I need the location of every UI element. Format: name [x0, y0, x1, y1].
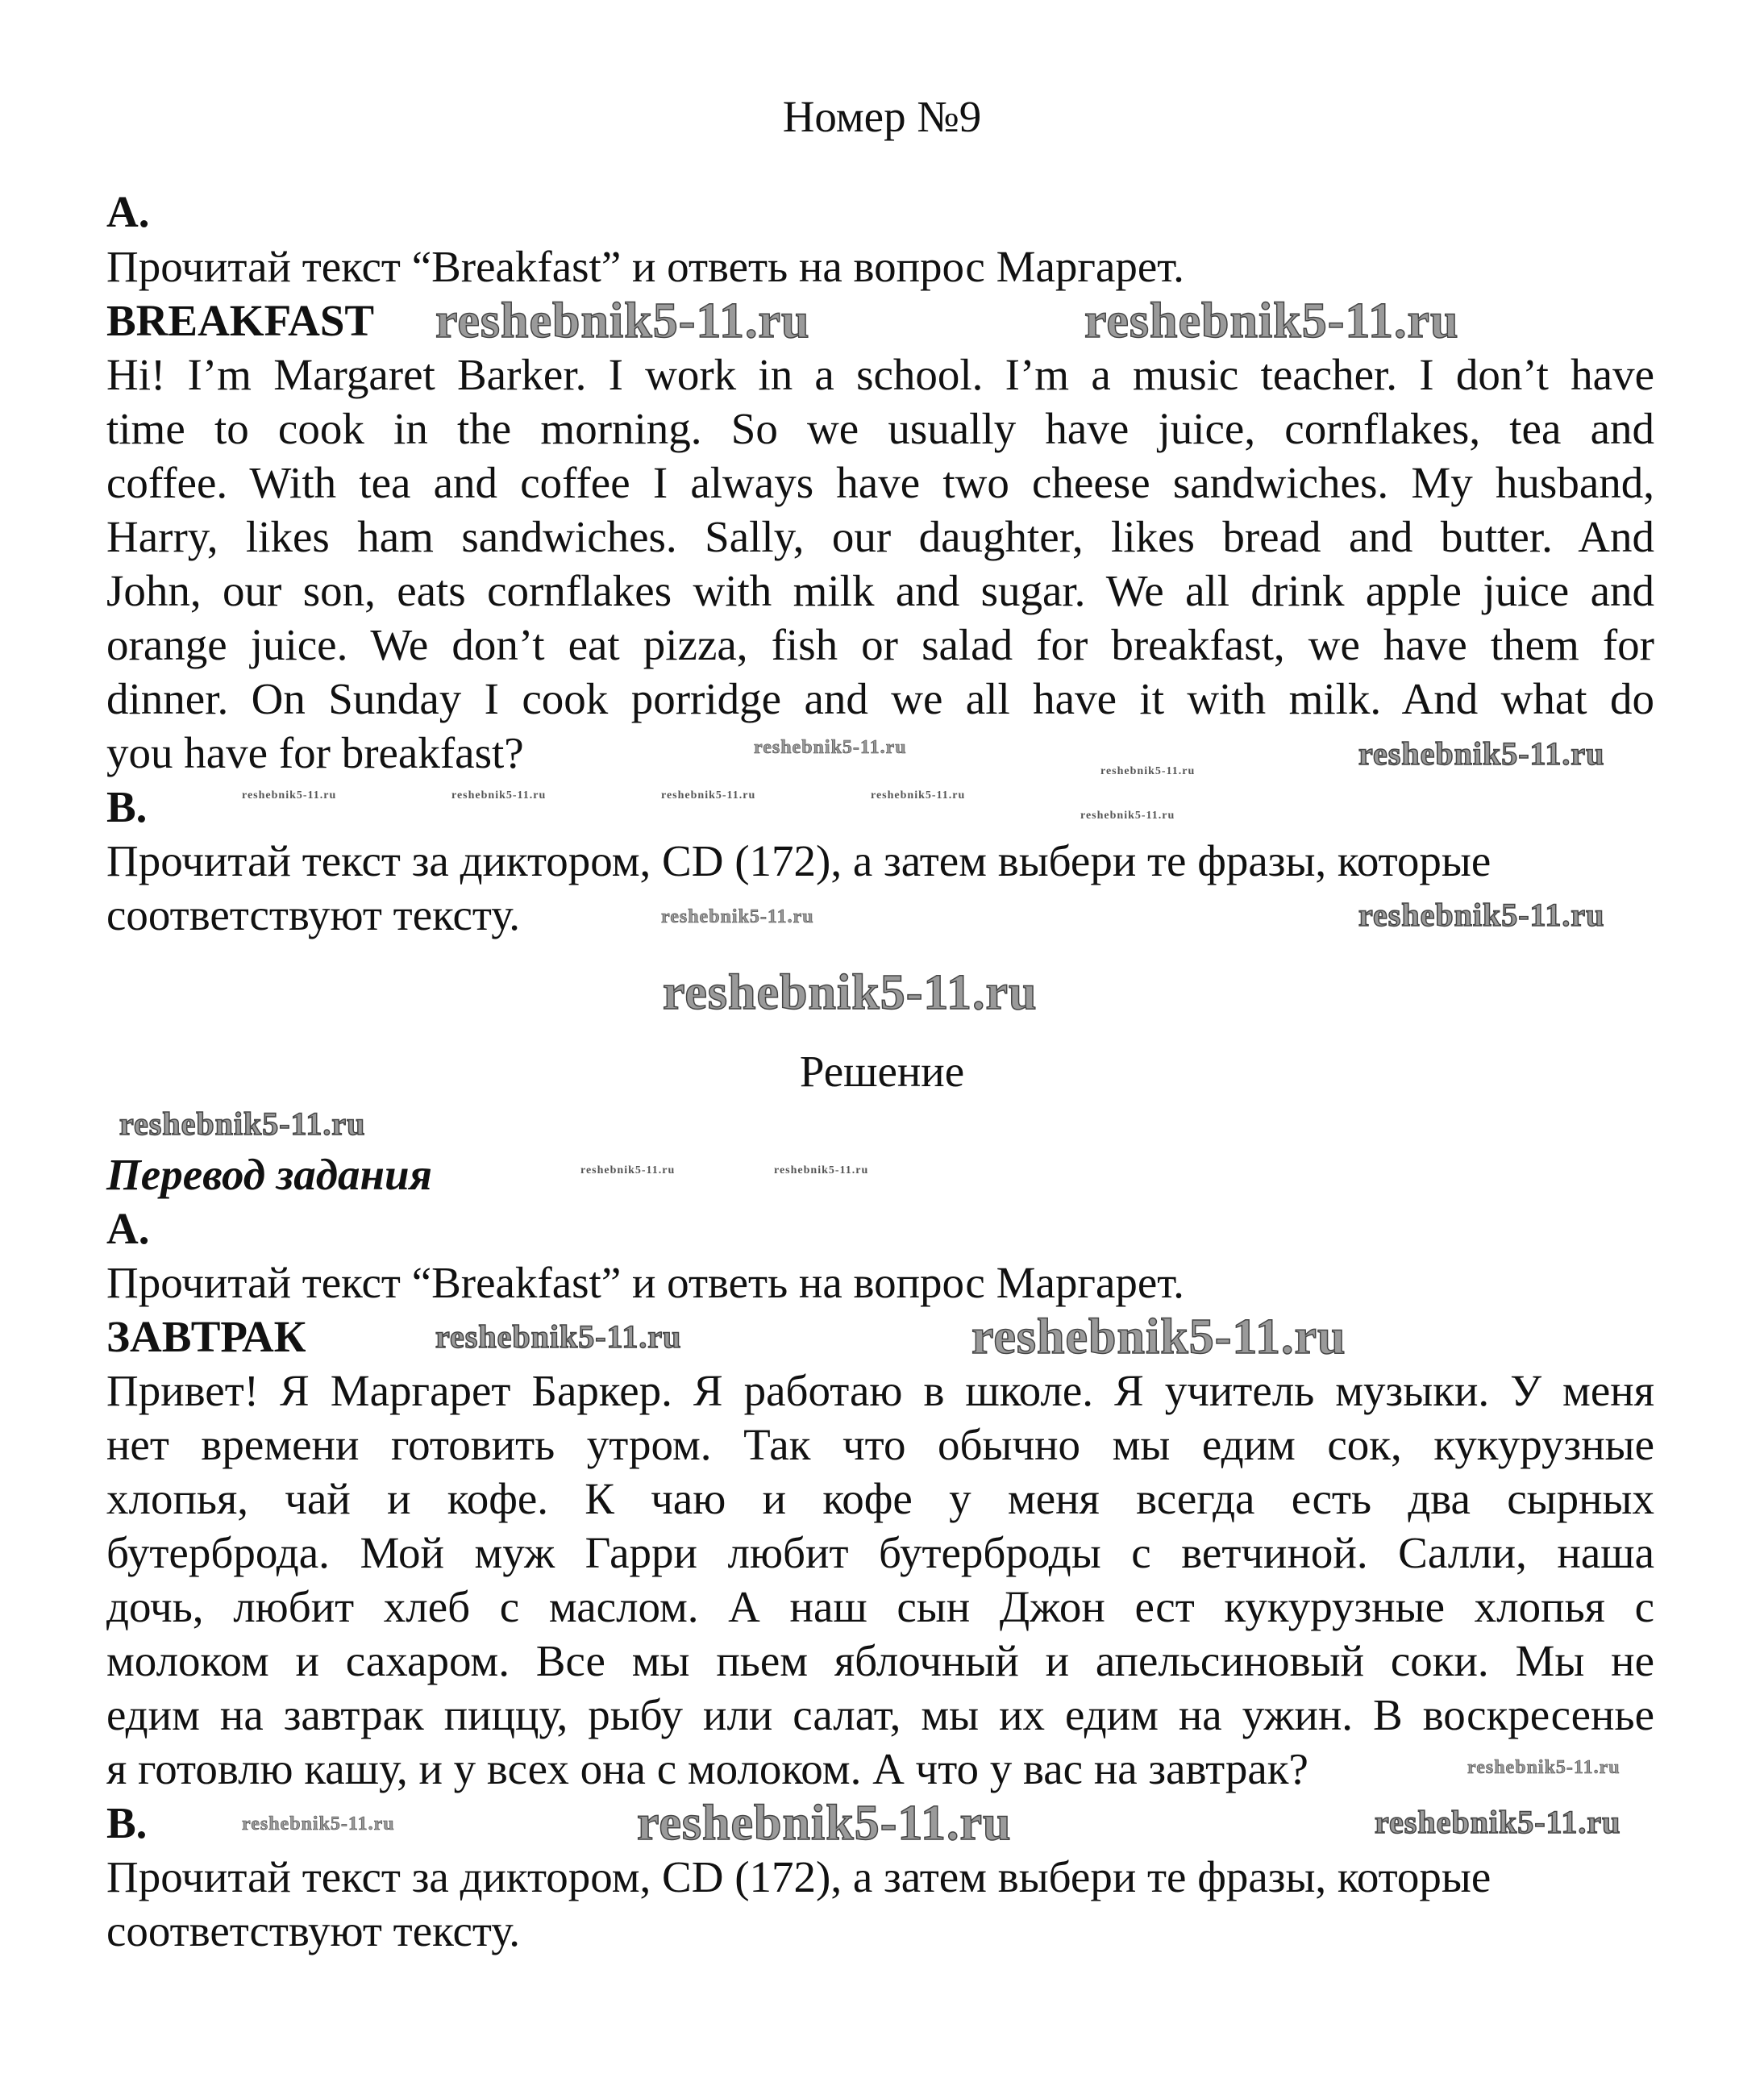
watermark: reshebnik5-11.ru — [661, 906, 814, 927]
watermark: reshebnik5-11.ru — [242, 789, 337, 802]
watermark: reshebnik5-11.ru — [451, 789, 547, 802]
text-line: you have for breakfast? — [106, 728, 524, 777]
translation-line: я готовлю кашу, и у всех она с молоком. А что у вас на завтрак? — [106, 1744, 1308, 1793]
watermark: reshebnik5-11.ru — [1084, 294, 1459, 348]
watermark: reshebnik5-11.ru — [435, 294, 810, 348]
watermark: reshebnik5-11.ru — [1375, 1804, 1621, 1840]
translation-a-instruction: Прочитай текст “Breakfast” и ответь на вопрос Маргарет. — [106, 1258, 1184, 1307]
translation-b-instruction: соответствуют тексту. — [106, 1906, 520, 1955]
translation-line: бутерброда. Мой муж Гарри любит бутерброды с ветчиной. Салли, наша — [106, 1528, 1654, 1577]
text-line: orange juice. We don’t eat pizza, fish or salad for breakfast, we have them for — [106, 620, 1654, 669]
translation-b-instruction: Прочитай текст за диктором, CD (172), а затем выбери те фразы, которые — [106, 1852, 1491, 1901]
translation-a-label: A. — [106, 1204, 150, 1253]
watermark: reshebnik5-11.ru — [663, 965, 1038, 1020]
translation-b-label: B. — [106, 1798, 148, 1847]
text-line: Hi! I’m Margaret Barker. I work in a school. I’m a music teacher. I don’t have — [106, 350, 1654, 399]
watermark: reshebnik5-11.ru — [1080, 810, 1175, 822]
watermark: reshebnik5-11.ru — [754, 737, 907, 758]
watermark: reshebnik5-11.ru — [119, 1106, 366, 1142]
translation-line: едим на завтрак пиццу, рыбу или салат, мы их едим на ужин. В воскресенье — [106, 1690, 1654, 1739]
translation-line: хлопья, чай и кофе. К чаю и кофе у меня всегда есть два сырных — [106, 1474, 1654, 1523]
watermark: reshebnik5-11.ru — [637, 1796, 1012, 1851]
solution-heading: Решение — [799, 1047, 965, 1096]
section-b-instruction: соответствуют тексту. — [106, 890, 520, 939]
translation-heading: Перевод задания — [106, 1150, 432, 1199]
watermark: reshebnik5-11.ru — [774, 1164, 869, 1176]
watermark: reshebnik5-11.ru — [580, 1164, 676, 1176]
section-b-label: B. — [106, 782, 148, 831]
watermark: reshebnik5-11.ru — [242, 1814, 395, 1834]
watermark: reshebnik5-11.ru — [871, 789, 966, 802]
text-title: BREAKFAST — [106, 296, 375, 345]
section-a-instruction: Прочитай текст “Breakfast” и ответь на вопрос Маргарет. — [106, 242, 1184, 291]
watermark: reshebnik5-11.ru — [1100, 765, 1196, 777]
watermark: reshebnik5-11.ru — [1358, 897, 1605, 933]
watermark: reshebnik5-11.ru — [661, 789, 756, 802]
text-line: John, our son, eats cornflakes with milk and sugar. We all drink apple juice and — [106, 566, 1654, 615]
text-line: Harry, likes ham sandwiches. Sally, our daughter, likes bread and butter. And — [106, 512, 1654, 561]
section-a-label: A. — [106, 187, 150, 236]
watermark: reshebnik5-11.ru — [435, 1318, 682, 1355]
section-b-instruction: Прочитай текст за диктором, CD (172), а затем выбери те фразы, которые — [106, 836, 1491, 885]
translation-line: дочь, любит хлеб с маслом. А наш сын Джон ест кукурузные хлопья с — [106, 1582, 1654, 1631]
translation-line: молоком и сахаром. Все мы пьем яблочный и апельсиновый соки. Мы не — [106, 1636, 1654, 1685]
translation-line: Привет! Я Маргарет Баркер. Я работаю в школе. Я учитель музыки. У меня — [106, 1366, 1654, 1415]
watermark: reshebnik5-11.ru — [1467, 1757, 1620, 1778]
text-line: coffee. With tea and coffee I always have two cheese sandwiches. My husband, — [106, 458, 1654, 507]
page-title: Номер №9 — [782, 92, 982, 141]
watermark: reshebnik5-11.ru — [971, 1310, 1346, 1364]
watermark: reshebnik5-11.ru — [1358, 735, 1605, 772]
translation-text-title: ЗАВТРАК — [106, 1312, 306, 1361]
text-line: dinner. On Sunday I cook porridge and we all have it with milk. And what do — [106, 674, 1654, 723]
text-line: time to cook in the morning. So we usually have juice, cornflakes, tea and — [106, 404, 1654, 453]
translation-line: нет времени готовить утром. Так что обычно мы едим сок, кукурузные — [106, 1420, 1654, 1469]
